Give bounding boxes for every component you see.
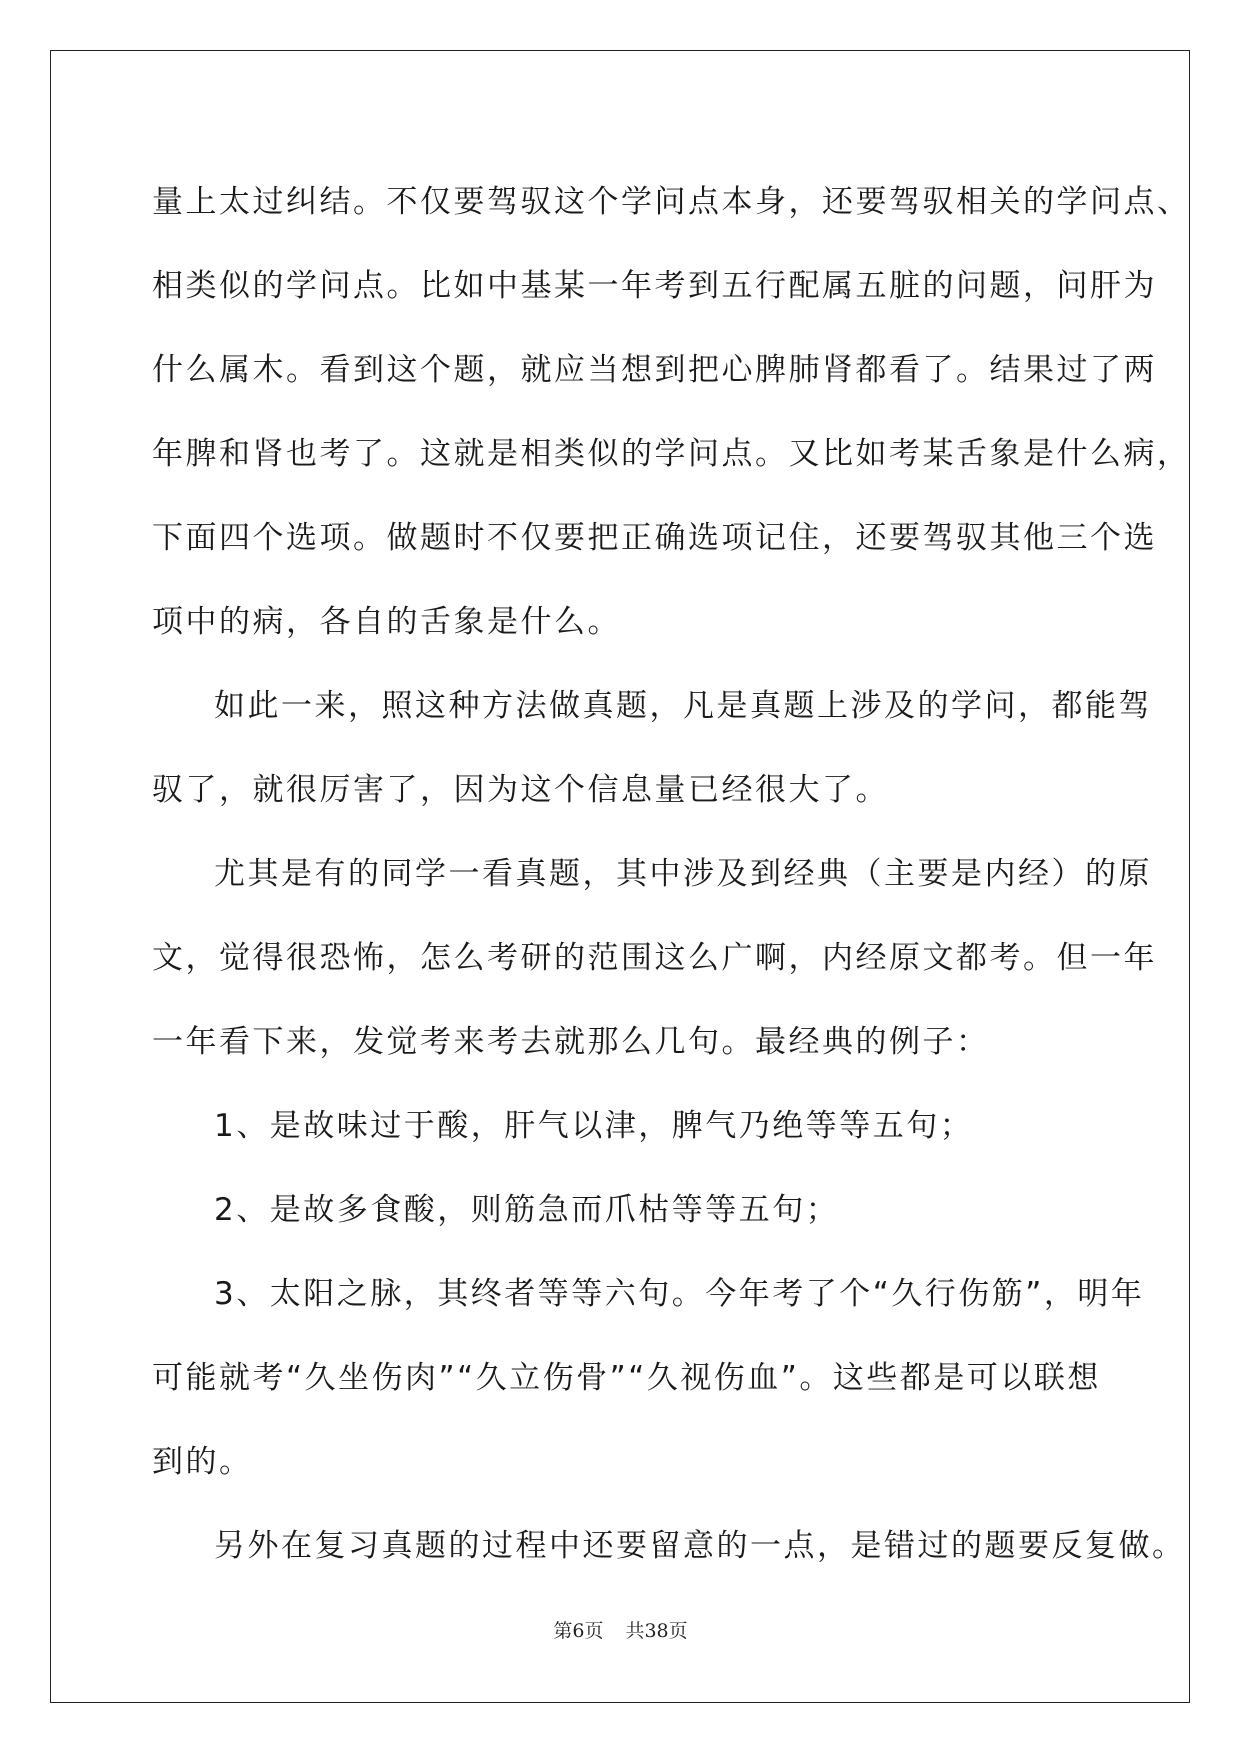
text-line: 如此一来，照这种方法做真题，凡是真题上涉及的学问，都能驾 (214, 688, 1152, 724)
text-line: 尤其是有的同学一看真题，其中涉及到经典（主要是内经）的原 (214, 856, 1152, 892)
text-line: 项中的病，各自的舌象是什么。 (152, 604, 621, 640)
current-page-label: 第6页 (553, 1620, 604, 1642)
text-line: 相类似的学问点。比如中基某一年考到五行配属五脏的问题，问肝为 (152, 268, 1157, 304)
total-pages-label: 共38页 (625, 1620, 688, 1642)
text-line: 1、是故味过于酸，肝气以津，脾气乃绝等等五句； (214, 1108, 974, 1144)
text-line: 另外在复习真题的过程中还要留意的一点，是错过的题要反复做。 (214, 1528, 1186, 1564)
page-footer (0, 1616, 1241, 1643)
text-line: 到的。 (152, 1444, 253, 1480)
text-line: 量上太过纠结。不仅要驾驭这个学问点本身，还要驾驭相关的学问点、 (152, 184, 1191, 220)
text-line: 下面四个选项。做题时不仅要把正确选项记住，还要驾驭其他三个选 (152, 520, 1157, 556)
text-line: 什么属木。看到这个题，就应当想到把心脾肺肾都看了。结果过了两 (152, 352, 1157, 388)
paragraph (152, 1504, 1186, 1588)
list-item (152, 1168, 1092, 1252)
text-line: 一年看下来，发觉考来考去就那么几句。最经典的例子： (152, 1024, 990, 1060)
document-body (152, 160, 1191, 1588)
list-item (152, 1252, 1145, 1504)
text-line: 可能就考“久坐伤肉”“久立伤骨”“久视伤血”。这些都是可以联想 (152, 1360, 1101, 1396)
paragraph (152, 664, 1152, 832)
text-line: 驭了，就很厉害了，因为这个信息量已经很大了。 (152, 772, 889, 808)
paragraph (152, 160, 1191, 664)
text-line: 文，觉得很恐怖，怎么考研的范围这么广啊，内经原文都考。但一年 (152, 940, 1157, 976)
text-line: 2、是故多食酸，则筋急而爪枯等等五句； (214, 1192, 840, 1228)
text-line: 3、太阳之脉，其终者等等六句。今年考了个“久行伤筋”，明年 (214, 1276, 1145, 1312)
paragraph (152, 832, 1157, 1084)
text-line: 年脾和肾也考了。这就是相类似的学问点。又比如考某舌象是什么病， (152, 436, 1191, 472)
list-item (152, 1084, 1092, 1168)
